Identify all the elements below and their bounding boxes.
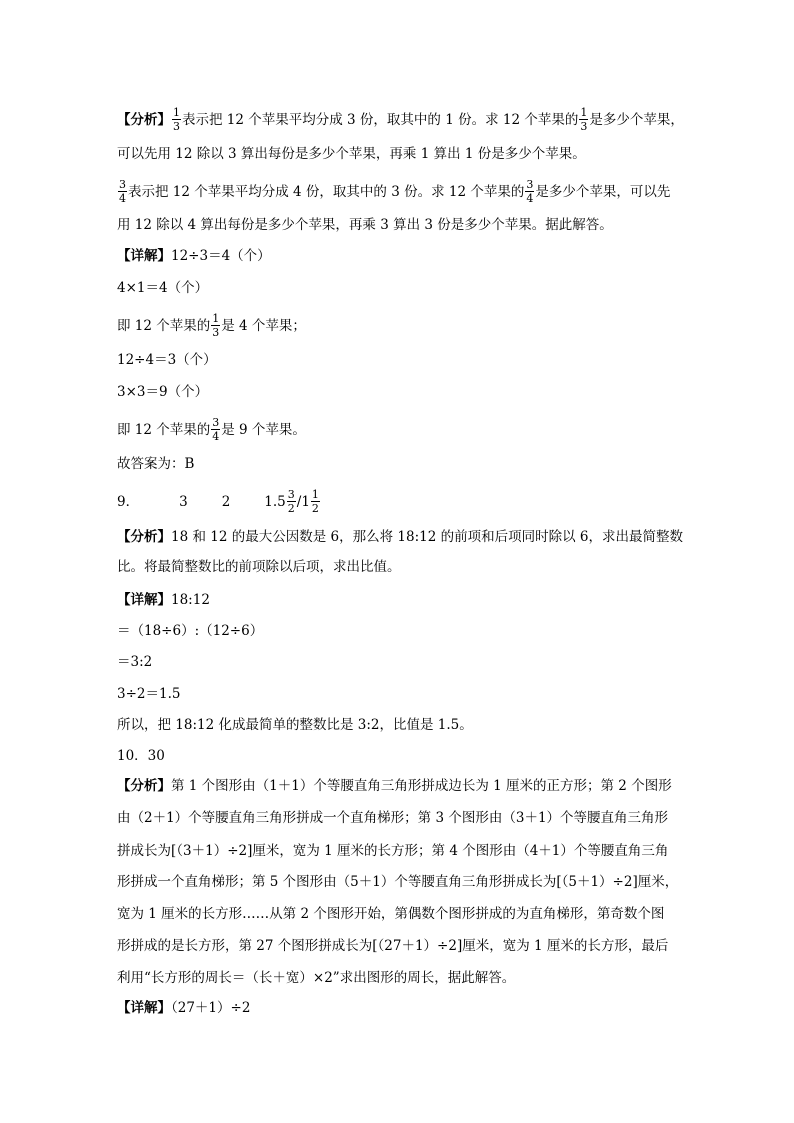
solution-line-4: 12÷4＝3（个） [117, 352, 217, 368]
analysis-line-2: 可以先用 12 除以 3 算出每份是多少个苹果，再乘 1 算出 1 份是多少个苹果。 [117, 146, 586, 162]
question-10-answer: 10．30 [117, 748, 165, 764]
solution-tag: 【详解】 [117, 248, 171, 264]
question-9-answers [117, 490, 321, 515]
answer-blank-2: 2 [221, 494, 231, 510]
analysis-line-11: 宽为 1 厘米的长方形……从第 2 个图形开始，第偶数个图形拼成的为直角梯形，第奇数个图 [117, 906, 665, 922]
analysis-line-10: 形拼成一个直角梯形；第 5 个图形由（5＋1）个等腰直角三角形拼成长为[（5＋1）÷2]厘米， [117, 874, 679, 890]
analysis-line-9: 拼成长为[（3＋1）÷2]厘米，宽为 1 厘米的长方形；第 4 个图形由（4＋1）个等腰直角三角 [117, 843, 669, 859]
solution-line-5: 3×3＝9（个） [117, 384, 209, 400]
fraction: $\frac{1}{3}$ [212, 312, 220, 339]
solution-line-1: 【详解】12÷3＝4（个） [117, 248, 271, 264]
solution-line-9: ＝3:2 [117, 654, 153, 670]
solution-tag: 【详解】 [117, 1000, 171, 1016]
solution-line-6: 即 12 个苹果的 $\frac{3}{4}$ 是 9 个苹果。 [117, 416, 306, 443]
fraction: $\frac{1}{3}$ [580, 106, 588, 133]
solution-line-2: 4×1＝4（个） [117, 280, 209, 296]
analysis-line-4: 用 12 除以 4 算出每份是多少个苹果，再乘 3 算出 3 份是多少个苹果。据此解答。 [117, 217, 613, 233]
analysis-line-5: 【分析】18 和 12 的最大公因数是 6，那么将 18:12 的前项和后项同时除以 6，求出最简整数 [117, 529, 683, 545]
analysis-tag: 【分析】 [117, 112, 171, 128]
analysis-tag: 【分析】 [117, 529, 171, 545]
solution-line-7: 【详解】18:12 [117, 592, 210, 608]
analysis-line-6: 比。将最简整数比的前项除以后项，求出比值。 [117, 559, 401, 575]
analysis-line-7: 【分析】第 1 个图形由（1＋1）个等腰直角三角形拼成边长为 1 厘米的正方形；第 2 个图形 [117, 778, 672, 794]
fraction: $\frac{3}{4}$ [526, 178, 534, 205]
analysis-line-13: 利用“长方形的周长＝（长＋宽）×2”求出图形的周长，据此解答。 [117, 970, 516, 986]
solution-line-8: ＝（18÷6）:（12÷6） [117, 623, 264, 639]
answer-blank-1: 3 [179, 494, 188, 510]
fraction: $\frac{1}{3}$ [173, 106, 180, 133]
solution-line-12: 【详解】（27＋1）÷2 [117, 1000, 251, 1016]
question-number: 9． [117, 494, 140, 510]
analysis-line-1: 【分析】 $\frac{1}{3}$ 表示把 12 个苹果平均分成 3 份，取其中的 1 份。求 12 个苹果的 $\frac{1}{3}$ 是多少个苹果， [117, 106, 684, 133]
analysis-tag: 【分析】 [117, 778, 171, 794]
analysis-line-8: 由（2＋1）个等腰直角三角形拼成一个直角梯形；第 3 个图形由（3＋1）个等腰直角三角形 [117, 810, 669, 826]
solution-line-3: 即 12 个苹果的 $\frac{1}{3}$ 是 4 个苹果； [117, 312, 306, 339]
solution-line-10: 3÷2＝1.5 [117, 686, 181, 702]
analysis-line-12: 形拼成的是长方形，第 27 个图形拼成长为[（27＋1）÷2]厘米，宽为 1 厘米的长方形，最后 [117, 938, 669, 954]
solution-tag: 【详解】 [117, 592, 171, 608]
solution-line-11: 所以，把 18:12 化成最简单的整数比是 3:2，比值是 1.5。 [117, 717, 473, 733]
answer-blank-3: 1.5 $\frac{3}{2}$ /1 $\frac{1}{2}$ [264, 488, 319, 515]
fraction: $\frac{1}{2}$ [311, 488, 319, 515]
fraction: $\frac{3}{2}$ [287, 488, 295, 515]
fraction: $\frac{3}{4}$ [119, 178, 126, 205]
answer-line: 故答案为：B [117, 456, 195, 472]
fraction: $\frac{3}{4}$ [212, 416, 220, 443]
analysis-line-3: $\frac{3}{4}$ 表示把 12 个苹果平均分成 4 份，取其中的 3 份。求 12 个苹果的 $\frac{3}{4}$ 是多少个苹果，可以先 [119, 178, 671, 205]
